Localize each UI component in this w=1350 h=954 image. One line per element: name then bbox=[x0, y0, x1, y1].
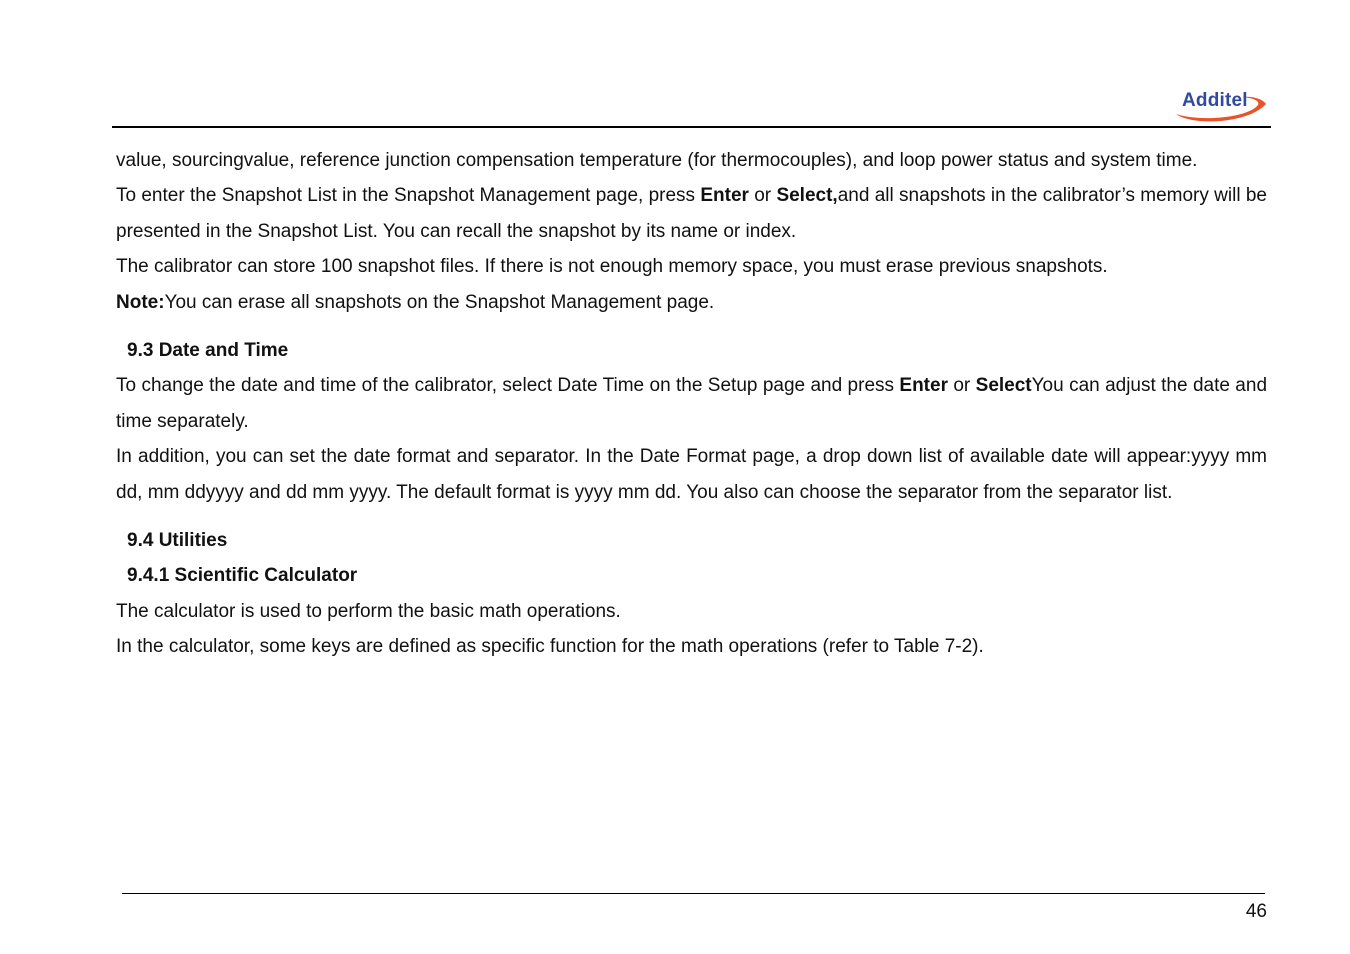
section-heading-9-4-1: 9.4.1 Scientific Calculator bbox=[127, 565, 358, 587]
section-heading-9-4: 9.4 Utilities bbox=[127, 530, 228, 552]
select-key-label: Select, bbox=[776, 185, 838, 207]
paragraph-text: and all snapshots in the calibrator’s memory will be presented in the Snapshot List. You can recall the snapshot by its name or index. bbox=[116, 185, 1267, 242]
section-heading-9-3: 9.3 Date and Time bbox=[127, 340, 289, 362]
paragraph-date-time bbox=[116, 368, 1267, 439]
paragraph-snapshot-capacity bbox=[116, 249, 1267, 284]
paragraph-text: or bbox=[947, 375, 976, 397]
page-number: 46 bbox=[1245, 901, 1267, 922]
paragraph-date-format bbox=[116, 439, 1267, 510]
paragraph-calculator-intro bbox=[116, 594, 1267, 629]
header-rule bbox=[112, 126, 1271, 128]
paragraph-text: The calibrator can store 100 snapshot files. If there is not enough memory space, you must erase previous snapshots. bbox=[116, 256, 1108, 278]
paragraph-text: To change the date and time of the calibrator, select Date Time on the Setup page and press bbox=[116, 375, 900, 397]
select-key-label: Select bbox=[975, 375, 1032, 397]
paragraph-text: The calculator is used to perform the basic math operations. bbox=[116, 600, 621, 622]
paragraph-text: In addition, you can set the date format and separator. In the Date Format page, a drop down list of available date will appear:yyyy mm dd, mm ddyyyy and dd mm yyyy. The default format is yyyy mm dd. You also can choose the separator from the separator list. bbox=[116, 446, 1267, 503]
enter-key-label: Enter bbox=[700, 185, 749, 207]
note-text: You can erase all snapshots on the Snapshot Management page. bbox=[164, 291, 715, 313]
page-content bbox=[116, 143, 1267, 665]
enter-key-label: Enter bbox=[899, 375, 948, 397]
paragraph-text: To enter the Snapshot List in the Snapshot Management page, press bbox=[116, 185, 701, 207]
note-paragraph bbox=[116, 285, 1267, 320]
paragraph-snapshot-contents bbox=[116, 143, 1267, 178]
paragraph-text: or bbox=[748, 185, 777, 207]
paragraph-calculator-keys bbox=[116, 629, 1267, 664]
paragraph-snapshot-list bbox=[116, 178, 1267, 249]
paragraph-text: You can adjust the date and time separately. bbox=[116, 375, 1268, 432]
additel-logo bbox=[1170, 88, 1270, 128]
note-label: Note: bbox=[116, 291, 165, 313]
paragraph-text: value, sourcingvalue, reference junction compensation temperature (for thermocouples), and loop power status and system time. bbox=[116, 150, 1198, 171]
logo-text: Additel bbox=[1182, 90, 1248, 111]
footer-rule bbox=[122, 893, 1265, 894]
paragraph-text: In the calculator, some keys are defined as specific function for the math operations (refer to Table 7-2). bbox=[116, 636, 984, 658]
